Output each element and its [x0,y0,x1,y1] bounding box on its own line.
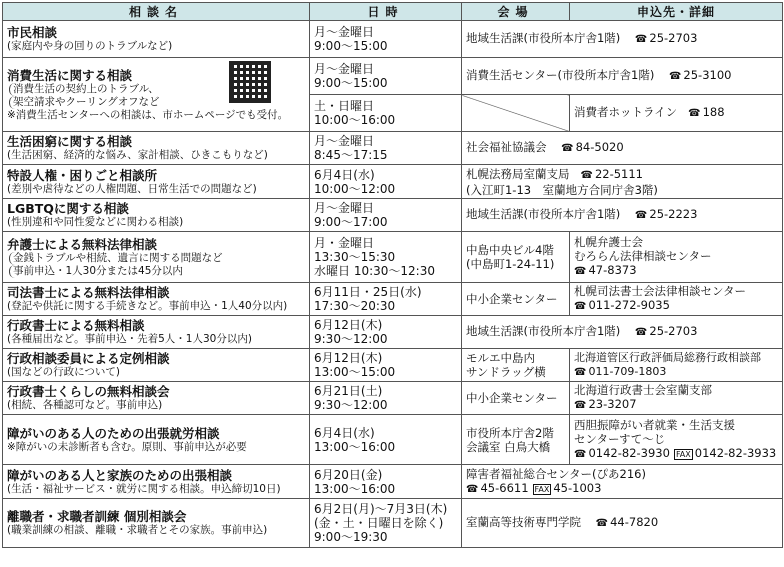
header-name: 相談名 [3,3,310,21]
table-row [3,415,783,465]
qr-code-icon [229,61,271,103]
contact-name: 西胆振障がい者就業・生活支援 [574,417,735,432]
consultation-desc: (性別違和や同性愛などに関わる相談) [7,216,184,228]
consultation-title: 消費生活に関する相談 [7,67,133,83]
contact-name: センターすて〜じ [574,431,666,446]
table-row [3,232,783,283]
consultation-desc: (各種届出など。事前申込・先着5人・1人30分以内) [7,333,252,345]
place-address: (中島町1-24-11) [466,257,555,271]
place: 地域生活課(市役所本庁舎1階) [466,324,621,338]
consultation-title: LGBTQに関する相談 [7,201,129,216]
place: 札幌法務局室蘭支局 [466,166,570,181]
time-days: 6月2日(月)〜7月3日(木) [314,502,448,516]
table-row [3,132,783,165]
table-row [3,349,783,382]
phone-number: ☎ 0142-82-3930 [574,446,670,460]
place: 消費生活センター(市役所本庁舎1階) [466,68,655,82]
consultation-desc: (職業訓練の相談、離職・求職者とその家族。事前申込) [7,524,268,536]
time-hours: 9:30〜12:00 [314,398,388,412]
time-days: 月〜金曜日 [314,62,375,76]
time-days: 月〜金曜日 [314,201,375,215]
contact-name: むろらん法律相談センター [574,249,712,263]
place: 室蘭高等技術専門学院 [466,515,581,529]
consultation-title: 生活困窮に関する相談 [7,134,133,149]
contact-name: 北海道管区行政評価局総務行政相談部 [574,350,761,364]
header-time: 日時 [310,3,462,21]
table-row [3,283,783,316]
phone-number: ☎ 84-5020 [561,140,624,154]
fax-number: 45-1003 [553,480,602,495]
time-days: 月〜金曜日 [314,25,375,39]
consultation-title: 司法書士による無料法律相談 [7,285,170,300]
table-row [3,199,783,232]
place: 市役所本庁舎2階 [466,425,554,440]
time-hours: 17:30〜20:30 [314,299,396,313]
table-row [3,21,783,58]
consultation-desc: (相続、各種認可など。事前申込) [7,399,163,411]
consultation-desc: 架空請求やクーリングオフなど [9,96,305,109]
consultation-desc: 事前申込・1人30分または45分以内 [9,265,305,278]
time-hours: 13:00〜16:00 [314,439,396,454]
consultation-title: 行政相談委員による定例相談 [7,351,170,366]
time-days: 6月4日(水) [314,167,375,182]
contact-name: 札幌弁護士会 [574,235,643,249]
consultation-title: 障がいのある人のための出張就労相談 [7,425,220,441]
phone-number: ☎ 25-2703 [635,31,698,45]
consultation-title: 行政書士による無料相談 [7,318,145,333]
time-days: 土・日曜日 [314,99,375,113]
consultation-desc: (国などの行政について) [7,366,120,378]
time-days: 6月11日・25日(水) [314,285,422,299]
time-days: 月〜金曜日 [314,134,375,148]
table-row [3,499,783,548]
time-hours: 9:00〜19:30 [314,530,388,544]
fax-icon: FAX [675,449,691,459]
time-days: 6月12日(木) [314,318,383,332]
consultation-title: 行政書士くらしの無料相談会 [7,384,170,399]
place-address: (入江町1-13 室蘭地方合同庁舎3階) [466,182,658,197]
contact-name: 札幌司法書士会法律相談センター [574,284,747,298]
phone-number: ☎ 011-272-9035 [574,298,778,314]
header-row [3,3,783,21]
consultation-desc: (家庭内や身の回りのトラブルなど) [7,40,173,52]
place: モルエ中島内 [466,351,535,365]
empty-place-cell [462,95,570,132]
time-days: 6月20日(金) [314,467,383,482]
time-exclusion: (金・土・日曜日を除く) [314,516,444,530]
time-hours: 9:00〜15:00 [314,39,388,53]
phone-number: ☎ 011-709-1803 [574,365,778,380]
consultation-title: 離職者・求職者訓練 個別相談会 [7,509,187,524]
time-days: 月・金曜日 [314,236,375,250]
table-row [3,465,783,499]
fax-number: 0142-82-3933 [694,445,777,460]
phone-number: ☎ 23-3207 [574,397,778,413]
consultation-desc: (生活・福祉サービス・就労に関する相談。申込締切10日) [7,482,281,495]
table-row [3,58,783,95]
time-hours: 13:00〜15:00 [314,365,396,379]
place: 中小企業センター [466,391,558,405]
consultation-title: 障がいのある人と家族のための出張相談 [7,467,233,483]
consultation-desc: (生活困窮、経済的な悩み、家計相談、ひきこもりなど) [7,149,268,161]
time-days: 6月21日(土) [314,384,383,398]
consultation-title: 特設人権・困りごと相談所 [7,167,158,183]
consultation-title: 市民相談 [7,25,58,40]
consultation-desc: (登記や供託に関する手続きなど。事前申込・1人40分以内) [7,300,288,312]
contact-name: 消費者ホットライン [574,105,678,119]
header-contact: 申込先・詳細 [570,3,783,21]
consultation-title: 弁護士による無料法律相談 [7,236,158,252]
place: 障害者福祉総合センター(ぴあ216) [466,466,646,481]
phone-number: ☎ 44-7820 [596,515,659,529]
contact-name: 北海道行政書士会室蘭支部 [574,383,712,397]
place: 中島中央ビル4階 [466,243,554,257]
place: 中小企業センター [466,292,558,306]
consultation-note: ※消費生活センターへの相談は、市ホームページでも受付。 [7,108,289,121]
phone-number: ☎ 25-2703 [635,324,698,338]
place: 社会福祉協議会 [466,140,547,154]
time-hours: 9:00〜17:00 [314,215,388,229]
place-room: 会議室 白鳥大橋 [466,439,551,454]
time-extra: 水曜日 10:30〜12:30 [314,264,435,278]
time-hours: 9:00〜15:00 [314,76,388,90]
consultation-table [2,2,783,548]
phone-number: ☎ 22-5111 [580,167,643,181]
phone-number: ☎ 47-8373 [574,263,778,279]
phone-number: ☎ 188 [688,105,724,119]
table-row [3,316,783,349]
phone-number: ☎ 25-3100 [669,68,732,82]
table-row [3,382,783,415]
phone-number: ☎ 25-2223 [635,207,698,221]
time-hours: 10:00〜12:00 [314,181,396,196]
time-hours: 13:30〜15:30 [314,250,396,264]
phone-number: ☎ 45-6611 [466,481,529,495]
fax-icon: FAX [534,484,550,494]
time-days: 6月4日(水) [314,425,375,440]
table-row [3,165,783,199]
time-hours: 10:00〜16:00 [314,113,396,127]
place: 地域生活課(市役所本庁舎1階) [466,31,621,45]
consultation-note: ※障がいの未診断者も含む。原則、事前申込が必要 [7,440,247,453]
consultation-desc: 金銭トラブルや相続、遺言に関する問題など [9,252,305,265]
time-hours: 8:45〜17:15 [314,148,388,162]
place-detail: サンドラッグ横 [466,365,546,379]
consultation-desc: 消費生活の契約上のトラブル、 [9,83,305,96]
time-days: 6月12日(木) [314,351,383,365]
time-hours: 9:30〜12:00 [314,332,388,346]
place: 地域生活課(市役所本庁舎1階) [466,207,621,221]
time-hours: 13:00〜16:00 [314,481,396,496]
consultation-desc: (差別や虐待などの人権問題、日常生活での問題など) [7,182,257,195]
header-place: 会場 [462,3,570,21]
